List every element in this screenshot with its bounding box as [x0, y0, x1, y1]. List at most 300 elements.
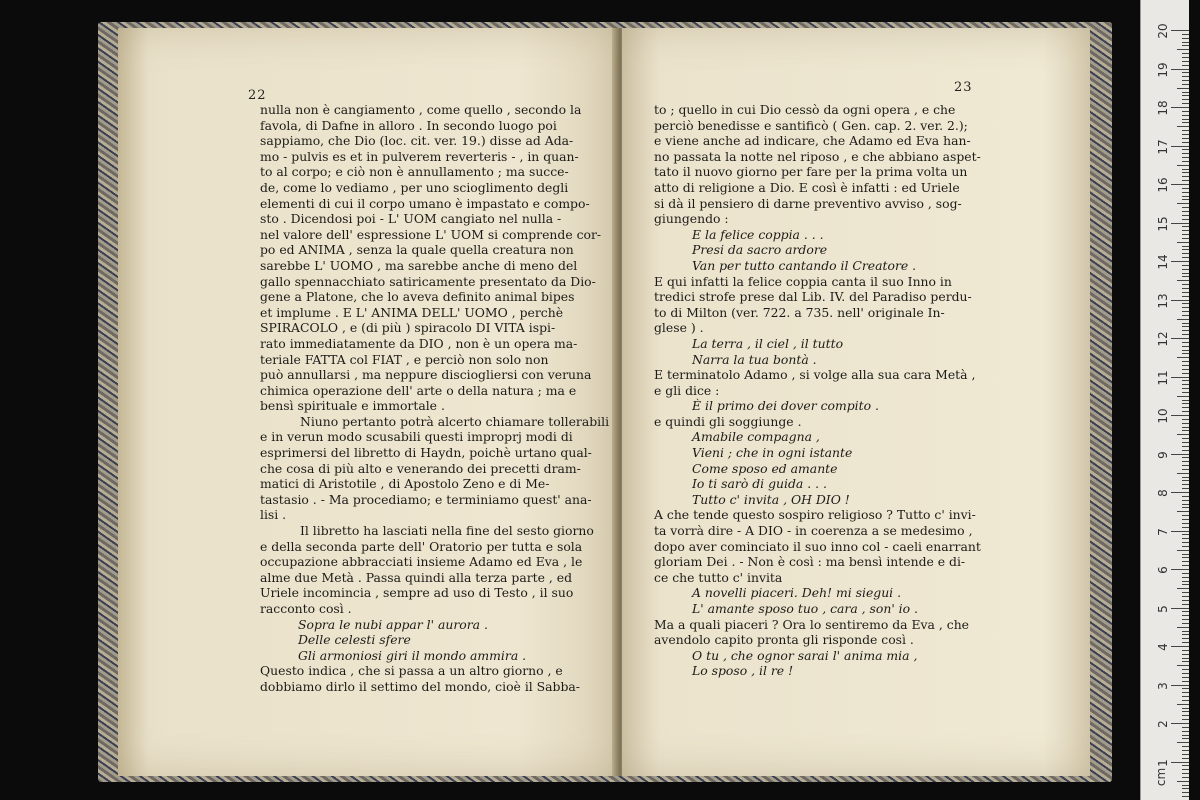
ruler-tick — [1182, 45, 1189, 46]
ruler-tick — [1177, 511, 1189, 512]
ruler-tick — [1182, 750, 1189, 751]
ruler-number: 19 — [1156, 61, 1170, 78]
ruler-tick — [1182, 765, 1189, 766]
ruler-tick — [1182, 758, 1189, 759]
ruler-tick — [1182, 661, 1189, 662]
ruler-tick — [1182, 99, 1189, 100]
ruler-tick — [1182, 323, 1189, 324]
ruler-number: 9 — [1156, 450, 1170, 459]
right-page-line: E la felice coppia . . . — [692, 226, 824, 242]
ruler-tick — [1177, 704, 1189, 705]
ruler-tick — [1182, 342, 1189, 343]
right-page-line: Van per tutto cantando il Creatore . — [692, 257, 917, 273]
right-page-line: e viene anche ad indicare, che Adamo ed Eva han- — [654, 133, 971, 149]
ruler-tick — [1182, 638, 1189, 639]
ruler-tick — [1182, 592, 1189, 593]
ruler-tick — [1182, 465, 1189, 466]
left-page-line: Niuno pertanto potrà alcerto chiamare tollerabili — [300, 413, 610, 429]
ruler-tick — [1177, 665, 1189, 666]
ruler-tick — [1182, 785, 1189, 786]
ruler-tick — [1182, 711, 1189, 712]
ruler-tick — [1182, 654, 1189, 655]
ruler-tick — [1182, 419, 1189, 420]
ruler-tick — [1177, 165, 1189, 166]
ruler-tick — [1182, 561, 1189, 562]
ruler-tick — [1182, 634, 1189, 635]
ruler-number: 5 — [1156, 604, 1170, 613]
ruler-tick — [1182, 619, 1189, 620]
ruler-tick — [1182, 484, 1189, 485]
ruler-tick — [1182, 130, 1189, 131]
ruler-tick — [1182, 715, 1189, 716]
ruler-tick — [1182, 411, 1189, 412]
ruler-tick — [1182, 477, 1189, 478]
ruler-tick — [1182, 565, 1189, 566]
right-page-line: La terra , il ciel , il tutto — [692, 335, 844, 351]
ruler-tick — [1182, 265, 1189, 266]
ruler-tick — [1171, 107, 1189, 108]
ruler-tick — [1182, 642, 1189, 643]
ruler-tick — [1182, 196, 1189, 197]
ruler-number: 1 — [1156, 758, 1170, 767]
left-page-line: gallo spennacchiato satiricamente presentato da Dio- — [260, 273, 596, 289]
left-page-line: de, come lo vediamo , per uno scioglimento degli — [260, 179, 569, 195]
ruler-tick — [1182, 388, 1189, 389]
ruler-tick — [1182, 427, 1189, 428]
ruler-tick — [1171, 146, 1189, 147]
ruler-tick — [1182, 392, 1189, 393]
ruler-tick — [1182, 469, 1189, 470]
left-page-line: alme due Metà . Passa quindi alla terza parte , ed — [260, 569, 573, 585]
left-page-line: sarebbe L' UOMO , ma sarebbe anche di meno del — [260, 257, 578, 273]
ruler-tick — [1182, 746, 1189, 747]
ruler-tick — [1182, 234, 1189, 235]
ruler-tick — [1177, 473, 1189, 474]
ruler-tick — [1171, 646, 1189, 647]
right-page-line: to di Milton (ver. 722. a 735. nell' originale In- — [654, 304, 945, 320]
ruler-tick — [1177, 49, 1189, 50]
ruler-unit-label: cm — [1154, 767, 1168, 787]
ruler-tick — [1182, 681, 1189, 682]
left-page — [118, 28, 618, 776]
left-page-line: Gli armoniosi giri il mondo ammira . — [298, 647, 527, 663]
ruler-tick — [1182, 103, 1189, 104]
ruler-tick — [1182, 400, 1189, 401]
ruler-tick — [1182, 138, 1189, 139]
ruler-number: 6 — [1156, 566, 1170, 574]
ruler-tick — [1182, 573, 1189, 574]
ruler-number: 13 — [1156, 292, 1170, 309]
ruler-tick — [1182, 754, 1189, 755]
left-page-line: mo - pulvis es et in pulverem reverteris - , in quan- — [260, 148, 579, 164]
ruler-tick — [1182, 596, 1189, 597]
ruler-tick — [1182, 731, 1189, 732]
ruler-tick — [1182, 523, 1189, 524]
right-page-line: glese ) . — [654, 320, 704, 336]
ruler-tick — [1182, 554, 1189, 555]
ruler-tick — [1182, 557, 1189, 558]
ruler-tick — [1182, 515, 1189, 516]
right-page-line: Io ti sarò di guida . . . — [692, 476, 827, 492]
ruler-tick — [1182, 303, 1189, 304]
left-page-line: Sopra le nubi appar l' aurora . — [298, 616, 488, 632]
ruler-tick — [1182, 257, 1189, 258]
ruler-tick — [1171, 685, 1189, 686]
left-page-line: gene a Platone, che lo aveva definito animal bipes — [260, 289, 575, 305]
left-page-line: matici di Aristotile , di Apostolo Zeno e di Me- — [260, 476, 550, 492]
right-page-line: Narra la tua bontà . — [692, 351, 817, 367]
ruler-number: 18 — [1156, 100, 1170, 116]
ruler-tick — [1182, 253, 1189, 254]
ruler-tick — [1171, 377, 1189, 378]
ruler-tick — [1177, 627, 1189, 628]
ruler-tick — [1182, 211, 1189, 212]
right-page — [622, 28, 1090, 776]
left-page-line: teriale FATTA col FIAT , e perciò non solo non — [260, 351, 549, 367]
ruler-tick — [1177, 434, 1189, 435]
right-page-line: Lo sposo , il re ! — [692, 663, 794, 679]
ruler-tick — [1182, 457, 1189, 458]
right-page-line: A che tende questo sospiro religioso ? Tutto c' invi- — [654, 507, 976, 523]
ruler-tick — [1182, 735, 1189, 736]
ruler-number: 11 — [1156, 369, 1170, 386]
ruler-tick — [1171, 569, 1189, 570]
right-page-line: tredici strofe prese dal Lib. IV. del Paradiso perdu- — [654, 289, 972, 305]
ruler-tick — [1177, 280, 1189, 281]
ruler-tick — [1177, 781, 1189, 782]
right-page-line: Vieni ; che in ogni istante — [692, 445, 853, 461]
ruler-tick — [1182, 330, 1189, 331]
ruler-tick — [1182, 169, 1189, 170]
ruler-tick — [1182, 230, 1189, 231]
ruler-tick — [1182, 700, 1189, 701]
right-page-line: no passata la notte nel riposo , e che abbiano aspet- — [654, 148, 981, 164]
ruler-tick — [1177, 319, 1189, 320]
ruler-tick — [1182, 792, 1189, 793]
ruler-tick — [1182, 111, 1189, 112]
left-page-line: nulla non è cangiamento , come quello , secondo la — [260, 102, 582, 117]
ruler-tick — [1182, 669, 1189, 670]
ruler-tick — [1182, 188, 1189, 189]
right-page-line: si dà il pensiero di darne preventivo avviso , sog- — [654, 195, 962, 211]
right-page-line: perciò benedisse e santificò ( Gen. cap. 2. ver. 2.); — [654, 117, 968, 133]
right-page-line: e quindi gli soggiunge . — [654, 413, 802, 429]
ruler-tick — [1182, 226, 1189, 227]
ruler-tick — [1182, 611, 1189, 612]
ruler-tick — [1182, 407, 1189, 408]
left-page-line: e in verun modo scusabili questi improprj modi di — [260, 429, 573, 445]
ruler-tick — [1182, 119, 1189, 120]
ruler-tick — [1182, 149, 1189, 150]
ruler-tick — [1177, 126, 1189, 127]
ruler-tick — [1182, 365, 1189, 366]
left-page-line: rato immediatamente da DIO , non è un opera ma- — [260, 335, 578, 351]
left-page-line: Questo indica , che si passa a un altro giorno , e — [260, 663, 563, 679]
ruler-tick — [1182, 207, 1189, 208]
ruler-tick — [1171, 69, 1189, 70]
ruler-tick — [1177, 396, 1189, 397]
left-page-line: favola, di Dafne in alloro . In secondo luogo poi — [260, 117, 557, 133]
ruler-tick — [1182, 708, 1189, 709]
left-page-line: sto . Dicendosi poi - L' UOM cangiato nel nulla - — [260, 211, 562, 227]
ruler-tick — [1182, 584, 1189, 585]
right-page-line: O tu , che ognor sarai l' anima mia , — [692, 647, 918, 663]
ruler-tick — [1182, 373, 1189, 374]
right-page-line: Come sposo ed amante — [692, 460, 838, 476]
ruler-tick — [1182, 542, 1189, 543]
ruler-tick — [1182, 288, 1189, 289]
ruler-tick — [1182, 773, 1189, 774]
right-page-line: Amabile compagna , — [692, 429, 820, 445]
ruler-tick — [1182, 292, 1189, 293]
ruler-tick — [1182, 276, 1189, 277]
left-page-line: et implume . E L' ANIMA DELL' UOMO , perchè — [260, 304, 564, 320]
right-page-line: dopo aver cominciato il suo inno col - caeli enarrant — [654, 538, 981, 554]
right-page-line: E terminatolo Adamo , si volge alla sua cara Metà , — [654, 367, 976, 383]
ruler-tick — [1182, 172, 1189, 173]
ruler-tick — [1182, 246, 1189, 247]
right-page-line: e gli dice : — [654, 382, 720, 398]
left-page-line: nel valore dell' espressione L' UOM si comprende cor- — [260, 226, 602, 242]
ruler-tick — [1182, 538, 1189, 539]
ruler-tick — [1182, 192, 1189, 193]
ruler-tick — [1182, 504, 1189, 505]
ruler-tick — [1182, 719, 1189, 720]
left-page-line: elementi di cui il corpo umano è impastato e compo- — [260, 195, 590, 211]
ruler-tick — [1182, 727, 1189, 728]
left-page-text — [260, 102, 614, 695]
left-page-line: tastasio . - Ma procediamo; e terminiamo quest' ana- — [260, 491, 592, 507]
left-page-line: chimica operazione dell' arte o della natura ; ma e — [260, 382, 577, 398]
ruler-tick — [1182, 157, 1189, 158]
ruler-tick — [1177, 242, 1189, 243]
ruler-tick — [1182, 142, 1189, 143]
ruler-tick — [1182, 161, 1189, 162]
left-page-line: sappiamo, che Dio (loc. cit. ver. 19.) disse ad Ada- — [260, 133, 574, 149]
ruler-tick — [1177, 588, 1189, 589]
left-page-line: Uriele incomincia , sempre ad uso di Testo , il suo — [260, 585, 574, 601]
ruler-tick — [1182, 696, 1189, 697]
ruler-tick — [1182, 84, 1189, 85]
left-page-line: può annullarsi , ma neppure disciogliersi con veruna — [260, 367, 592, 383]
ruler-tick — [1182, 199, 1189, 200]
ruler-tick — [1182, 430, 1189, 431]
ruler-tick — [1182, 688, 1189, 689]
left-page-line: dobbiamo dirlo il settimo del mondo, cioè il Sabba- — [260, 678, 580, 694]
ruler-number: 17 — [1156, 138, 1170, 155]
ruler-tick — [1171, 723, 1189, 724]
ruler-tick — [1182, 519, 1189, 520]
ruler-tick — [1182, 273, 1189, 274]
left-page-line: Il libretto ha lasciati nella fine del sesto giorno — [300, 523, 594, 539]
right-page-line: gloriam Dei . - Non è così : ma bensì intende e di- — [654, 554, 966, 570]
ruler-tick — [1182, 353, 1189, 354]
ruler-tick — [1182, 777, 1189, 778]
left-page-line: che cosa di più alto e venerando dei precetti dram- — [260, 460, 581, 476]
ruler-tick — [1182, 677, 1189, 678]
ruler-tick — [1177, 203, 1189, 204]
ruler-tick — [1182, 500, 1189, 501]
ruler-tick — [1182, 72, 1189, 73]
ruler-tick — [1182, 38, 1189, 39]
ruler-tick — [1171, 454, 1189, 455]
ruler-tick — [1182, 604, 1189, 605]
ruler-tick — [1182, 296, 1189, 297]
ruler-number: 14 — [1156, 254, 1170, 270]
ruler-tick — [1177, 88, 1189, 89]
right-page-line: E qui infatti la felice coppia canta il suo Inno in — [654, 273, 952, 289]
ruler-tick — [1182, 350, 1189, 351]
ruler-tick — [1182, 134, 1189, 135]
ruler-number: 20 — [1156, 23, 1170, 39]
ruler-tick — [1182, 34, 1189, 35]
ruler-tick — [1182, 384, 1189, 385]
ruler-tick — [1182, 65, 1189, 66]
ruler-tick — [1182, 446, 1189, 447]
ruler-tick — [1171, 762, 1189, 763]
ruler-tick — [1182, 219, 1189, 220]
ruler-tick — [1182, 650, 1189, 651]
measuring-ruler — [1140, 0, 1189, 800]
ruler-tick — [1182, 76, 1189, 77]
ruler-tick — [1182, 581, 1189, 582]
ruler-tick — [1171, 184, 1189, 185]
left-page-line: Delle celesti sfere — [298, 632, 411, 648]
ruler-tick — [1182, 600, 1189, 601]
left-page-line: SPIRACOLO , e (di più ) spiracolo DI VITA ispi- — [260, 320, 556, 336]
ruler-tick — [1182, 507, 1189, 508]
ruler-tick — [1182, 438, 1189, 439]
right-page-line: Presi da sacro ardore — [692, 242, 828, 258]
ruler-tick — [1182, 496, 1189, 497]
ruler-tick — [1182, 692, 1189, 693]
ruler-tick — [1177, 742, 1189, 743]
ruler-tick — [1182, 57, 1189, 58]
left-page-line: racconto così . — [260, 601, 352, 616]
ruler-tick — [1182, 80, 1189, 81]
ruler-number: 8 — [1156, 489, 1170, 497]
ruler-tick — [1182, 311, 1189, 312]
ruler-tick — [1182, 403, 1189, 404]
ruler-tick — [1182, 92, 1189, 93]
ruler-tick — [1182, 546, 1189, 547]
ruler-tick — [1182, 115, 1189, 116]
ruler-tick — [1171, 261, 1189, 262]
ruler-tick — [1182, 369, 1189, 370]
ruler-tick — [1171, 415, 1189, 416]
ruler-tick — [1182, 153, 1189, 154]
right-page-line: È il primo dei dover compito . — [692, 398, 879, 414]
ruler-tick — [1182, 488, 1189, 489]
ruler-tick — [1171, 223, 1189, 224]
ruler-number: 2 — [1156, 720, 1170, 728]
right-page-line: tato il nuovo giorno per fare per la prima volta un — [654, 164, 968, 180]
ruler-tick — [1182, 796, 1189, 797]
ruler-tick — [1182, 215, 1189, 216]
left-page-line: occupazione abbracciati insieme Adamo ed Eva , le — [260, 554, 583, 570]
ruler-tick — [1177, 550, 1189, 551]
right-page-line: giungendo : — [654, 211, 729, 227]
ruler-number: 15 — [1156, 215, 1170, 232]
right-page-line: ce che tutto c' invita — [654, 569, 783, 585]
ruler-tick — [1171, 338, 1189, 339]
ruler-tick — [1171, 30, 1189, 31]
ruler-tick — [1182, 423, 1189, 424]
ruler-tick — [1182, 95, 1189, 96]
ruler-number: 3 — [1156, 681, 1170, 690]
ruler-tick — [1177, 357, 1189, 358]
right-page-line: Ma a quali piaceri ? Ora lo sentiremo da Eva , che — [654, 616, 970, 632]
ruler-tick — [1182, 61, 1189, 62]
ruler-tick — [1182, 658, 1189, 659]
right-page-line: Tutto c' invita , OH DIO ! — [692, 491, 850, 507]
ruler-tick — [1182, 307, 1189, 308]
ruler-tick — [1171, 492, 1189, 493]
ruler-tick — [1182, 615, 1189, 616]
ruler-number: 10 — [1156, 408, 1170, 424]
ruler-tick — [1182, 527, 1189, 528]
ruler-tick — [1182, 480, 1189, 481]
ruler-tick — [1182, 326, 1189, 327]
right-page-line: atto di religione a Dio. E così è infatti : ed Uriele — [654, 179, 960, 195]
right-page-text — [654, 102, 1016, 679]
ruler-tick — [1182, 284, 1189, 285]
ruler-tick — [1182, 238, 1189, 239]
ruler-number: 16 — [1156, 177, 1170, 193]
ruler-number: 12 — [1156, 331, 1170, 347]
ruler-tick — [1182, 361, 1189, 362]
ruler-tick — [1182, 176, 1189, 177]
ruler-tick — [1182, 346, 1189, 347]
ruler-tick — [1182, 249, 1189, 250]
ruler-tick — [1182, 122, 1189, 123]
ruler-number: 4 — [1156, 643, 1170, 651]
ruler-tick — [1182, 334, 1189, 335]
ruler-tick — [1182, 534, 1189, 535]
left-page-line: esprimersi del libretto di Haydn, poichè urtano qual- — [260, 445, 592, 461]
ruler-tick — [1182, 577, 1189, 578]
ruler-tick — [1182, 53, 1189, 54]
ruler-tick — [1171, 531, 1189, 532]
right-page-line: ta vorrà dire - A DIO - in coerenza a se medesimo , — [654, 523, 973, 539]
right-page-line: L' amante sposo tuo , cara , son' io . — [692, 601, 918, 616]
ruler-tick — [1182, 461, 1189, 462]
left-page-line: to al corpo; e ciò non è annullamento ; ma succe- — [260, 164, 569, 180]
left-page-line: bensì spirituale e immortale . — [260, 398, 445, 414]
ruler-tick — [1182, 42, 1189, 43]
ruler-number: 7 — [1156, 527, 1170, 536]
ruler-tick — [1182, 269, 1189, 270]
ruler-tick — [1182, 673, 1189, 674]
ruler-tick — [1182, 442, 1189, 443]
ruler-tick — [1182, 180, 1189, 181]
right-page-line: avendolo capito pronta gli risponde così . — [654, 632, 914, 648]
ruler-tick — [1182, 315, 1189, 316]
ruler-tick — [1171, 300, 1189, 301]
ruler-tick — [1182, 631, 1189, 632]
left-page-line: e della seconda parte dell' Oratorio per tutta e sola — [260, 538, 583, 554]
ruler-tick — [1182, 450, 1189, 451]
ruler-tick — [1182, 623, 1189, 624]
ruler-tick — [1182, 380, 1189, 381]
ruler-tick — [1171, 608, 1189, 609]
ruler-tick — [1182, 738, 1189, 739]
ruler-tick — [1182, 788, 1189, 789]
right-page-number: 23 — [954, 80, 973, 95]
right-page-line: A novelli piaceri. Deh! mi siegui . — [692, 585, 902, 601]
left-page-line: po ed ANIMA , senza la quale quella creatura non — [260, 242, 574, 258]
ruler-tick — [1182, 769, 1189, 770]
